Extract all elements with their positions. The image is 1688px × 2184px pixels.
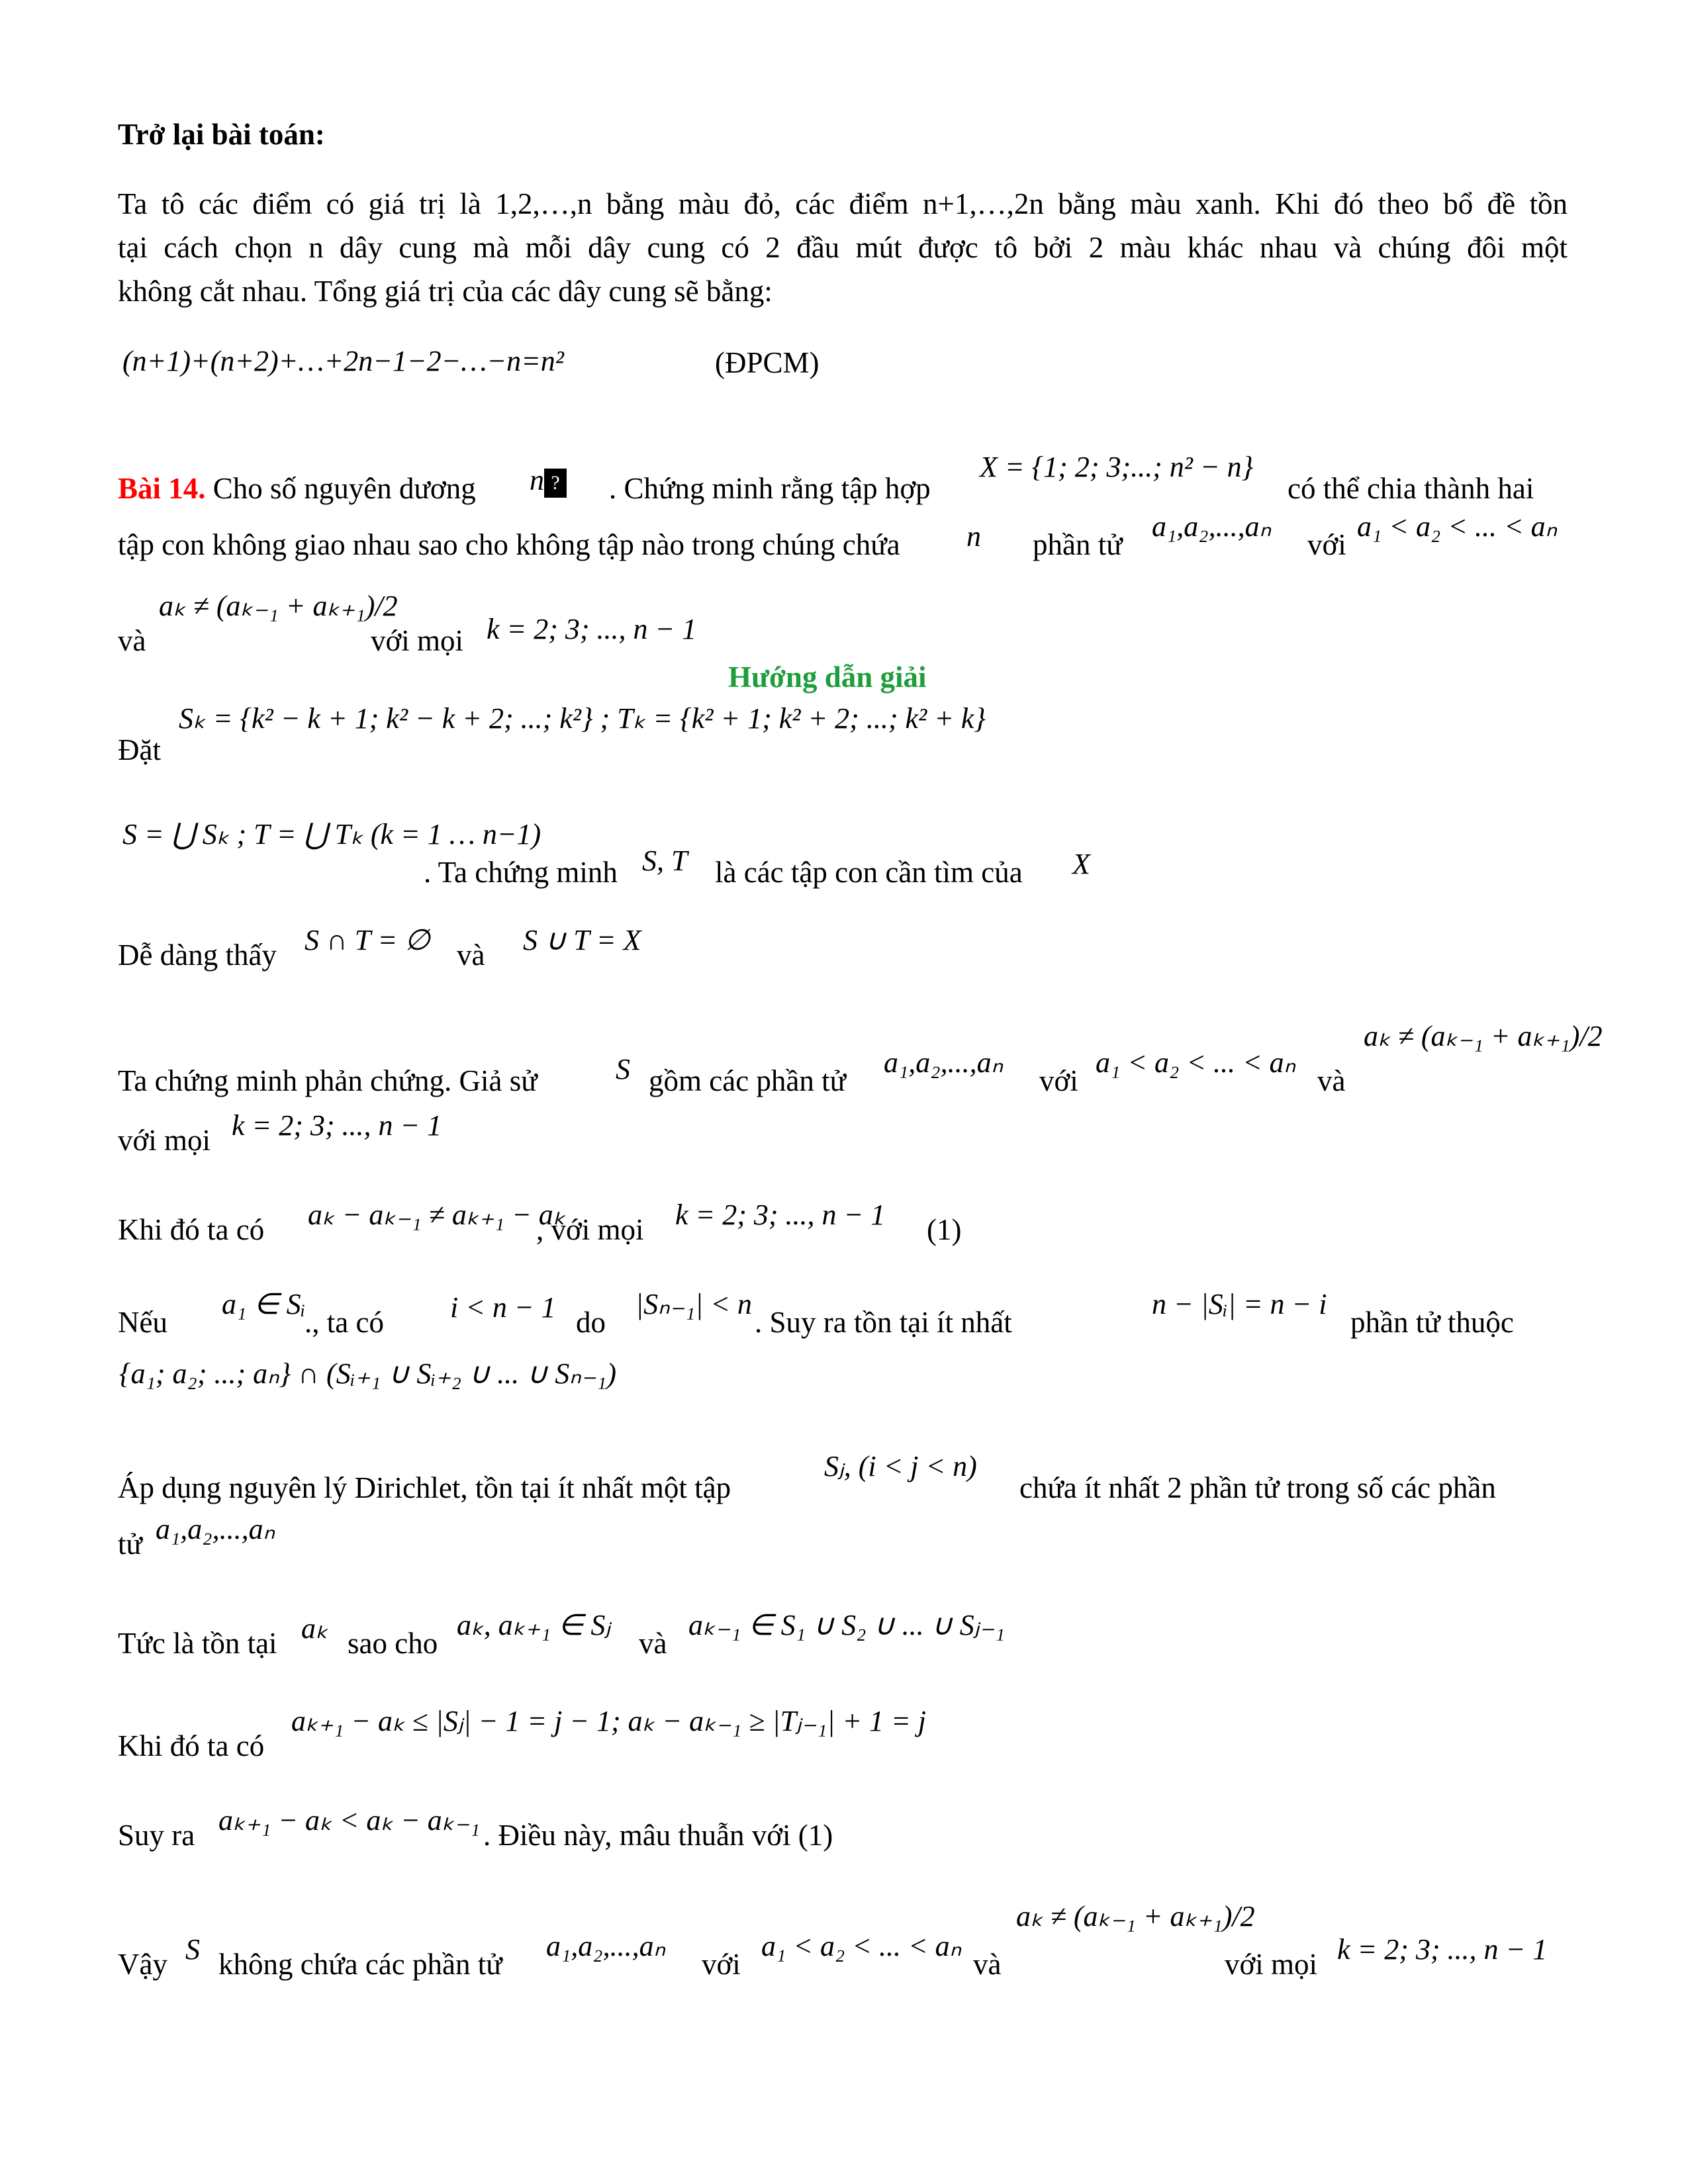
para1-line2: tại cách chọn n dây cung mà mỗi dây cung có 2 đầu mút được tô bởi 2 màu khác nhau và chúng đôi một xyxy=(118,231,1568,264)
khido2-f: aₖ₊₁ − aₖ ≤ |Sⱼ| − 1 = j − 1; aₖ − aₖ₋₁ ≥ |Tⱼ₋₁| + 1 = j xyxy=(291,1705,926,1737)
bai14-t3: có thể chia thành hai xyxy=(1288,472,1534,505)
khido1-t: Khi đó ta có xyxy=(118,1213,265,1246)
neu-f1: a₁ ∈ Sᵢ xyxy=(222,1288,306,1320)
phanchung-t4: với mọi xyxy=(118,1124,211,1157)
tucla-f1: aₖ, aₖ₊₁ ∈ Sⱼ xyxy=(457,1609,611,1641)
x-var: X xyxy=(1072,848,1090,880)
vay-order: a₁ < a₂ < ... < aₙ xyxy=(761,1930,962,1962)
tucla-ak: aₖ xyxy=(301,1612,328,1645)
suyra-t: Suy ra xyxy=(118,1819,195,1852)
para1-line3: không cắt nhau. Tổng giá trị của các dây cung sẽ bằng: xyxy=(118,275,773,308)
vay-t1: Vậy xyxy=(118,1948,167,1981)
neu-f2: i < n − 1 xyxy=(450,1291,556,1324)
neu-f4: n − |Sᵢ| = n − i xyxy=(1152,1288,1327,1320)
phanchung-order: a₁ < a₂ < ... < aₙ xyxy=(1096,1046,1296,1079)
suyra-t2: . Điều này, mâu thuẫn với (1) xyxy=(483,1819,833,1852)
inter: S ∩ T = ∅ xyxy=(305,924,430,956)
bai14-t6: với xyxy=(1307,528,1346,561)
union-t1: . Ta chứng minh xyxy=(424,856,618,889)
vay-t4: với mọi xyxy=(1225,1948,1318,1981)
phanchung-t3: với xyxy=(1039,1064,1078,1097)
union-def: S = ⋃ Sₖ ; T = ⋃ Tₖ (k = 1 … n−1) xyxy=(122,818,541,850)
phanchung-k: k = 2; 3; ..., n − 1 xyxy=(232,1109,442,1142)
n-var: n ? xyxy=(530,463,567,498)
ak-cond: aₖ ≠ (aₖ₋₁ + aₖ₊₁)/2 xyxy=(159,590,398,622)
tucla-t1: Tức là tồn tại xyxy=(118,1627,277,1660)
elements: a₁,a₂,...,aₙ xyxy=(1152,510,1272,543)
unknown-glyph-icon: ? xyxy=(544,469,567,498)
tucla-f2: aₖ₋₁ ∈ S₁ ∪ S₂ ∪ ... ∪ Sⱼ₋₁ xyxy=(688,1609,1006,1641)
vay-cond: aₖ ≠ (aₖ₋₁ + aₖ₊₁)/2 xyxy=(1016,1900,1255,1933)
neu-f3: |Sₙ₋₁| < n xyxy=(635,1288,752,1320)
apdung-t1: Áp dụng nguyên lý Dirichlet, tồn tại ít nhất một tập xyxy=(118,1471,731,1504)
apdung-t3: tử xyxy=(118,1527,142,1561)
sk-def: Sₖ = {k² − k + 1; k² − k + 2; ...; k²} ; Tₖ = {k² + 1; k² + 2; ...; k² + k} xyxy=(179,702,986,735)
neu-f5: {a₁; a₂; ...; aₙ} ∩ (Sᵢ₊₁ ∪ Sᵢ₊₂ ∪ ... ∪ Sₙ₋₁) xyxy=(119,1357,616,1390)
neu-t2: ., ta có xyxy=(305,1306,384,1339)
neu-t5: phần tử thuộc xyxy=(1350,1306,1514,1339)
apdung-t2: chứa ít nhất 2 phần tử trong số các phần xyxy=(1019,1471,1496,1504)
neu-t1: Nếu xyxy=(118,1306,167,1339)
phanchung-t2: gồm các phần tử xyxy=(649,1064,847,1097)
phanchung-va: và xyxy=(1317,1064,1346,1097)
vay-s: S xyxy=(185,1933,200,1966)
order: a₁ < a₂ < ... < aₙ xyxy=(1357,510,1558,543)
dedang-va: và xyxy=(457,938,485,972)
uni: S ∪ T = X xyxy=(523,924,641,956)
vay-el: a₁,a₂,...,aₙ xyxy=(546,1930,666,1962)
apdung-el: a₁,a₂,...,aₙ xyxy=(156,1513,275,1545)
dat-label: Đặt xyxy=(118,733,161,766)
khido1-num: (1) xyxy=(927,1213,962,1246)
tucla-t2: sao cho xyxy=(348,1627,438,1660)
phanchung-s: S xyxy=(616,1053,630,1085)
phanchung-el: a₁,a₂,...,aₙ xyxy=(884,1046,1004,1079)
bai14-label: Bài 14. Cho số nguyên dương xyxy=(118,472,476,505)
tucla-t3: và xyxy=(639,1627,667,1660)
para1-line1: Ta tô các điểm có giá trị là 1,2,…,n bằng màu đỏ, các điểm n+1,…,2n bằng màu xanh. Khi đó theo bổ đề tồn xyxy=(118,187,1568,220)
neu-t4: . Suy ra tồn tại ít nhất xyxy=(755,1306,1012,1339)
bai14-t7: với mọi xyxy=(371,624,464,657)
st-var: S, T xyxy=(642,844,688,877)
k-range: k = 2; 3; ..., n − 1 xyxy=(487,613,697,645)
apdung-f1: Sⱼ, (i < j < n) xyxy=(824,1450,977,1482)
neu-t3: do xyxy=(576,1306,606,1339)
vay-t2: không chứa các phần tử xyxy=(218,1948,502,1981)
bai14-va: và xyxy=(118,624,146,657)
n-var-2: n xyxy=(966,520,981,553)
khido1-f: aₖ − aₖ₋₁ ≠ aₖ₊₁ − aₖ xyxy=(308,1199,566,1231)
vay-k: k = 2; 3; ..., n − 1 xyxy=(1337,1933,1548,1966)
huong-dan: Hướng dẫn giải xyxy=(728,660,927,694)
vay-t3: với xyxy=(702,1948,741,1981)
bai14-t5: phần tử xyxy=(1033,528,1123,561)
khido1-k: k = 2; 3; ..., n − 1 xyxy=(675,1199,886,1231)
suyra-f: aₖ₊₁ − aₖ < aₖ − aₖ₋₁ xyxy=(218,1804,481,1837)
bai14-t4: tập con không giao nhau sao cho không tập nào trong chúng chứa xyxy=(118,528,900,561)
formula-sum: (n+1)+(n+2)+…+2n−1−2−…−n=n² xyxy=(122,345,564,377)
khido2-t: Khi đó ta có xyxy=(118,1729,265,1762)
bai14-t2: . Chứng minh rằng tập hợp xyxy=(609,472,931,505)
dedang-t: Dễ dàng thấy xyxy=(118,938,277,972)
vay-va: và xyxy=(973,1948,1002,1981)
dpcm: (ĐPCM) xyxy=(715,346,820,379)
heading: Trở lại bài toán: xyxy=(118,118,325,151)
set-x: X = {1; 2; 3;...; n² − n} xyxy=(980,451,1254,483)
phanchung-t1: Ta chứng minh phản chứng. Giả sử xyxy=(118,1064,538,1097)
khido1-t2: , với mọi xyxy=(536,1213,644,1246)
phanchung-cond: aₖ ≠ (aₖ₋₁ + aₖ₊₁)/2 xyxy=(1364,1020,1603,1052)
union-t2: là các tập con cần tìm của xyxy=(715,856,1023,889)
